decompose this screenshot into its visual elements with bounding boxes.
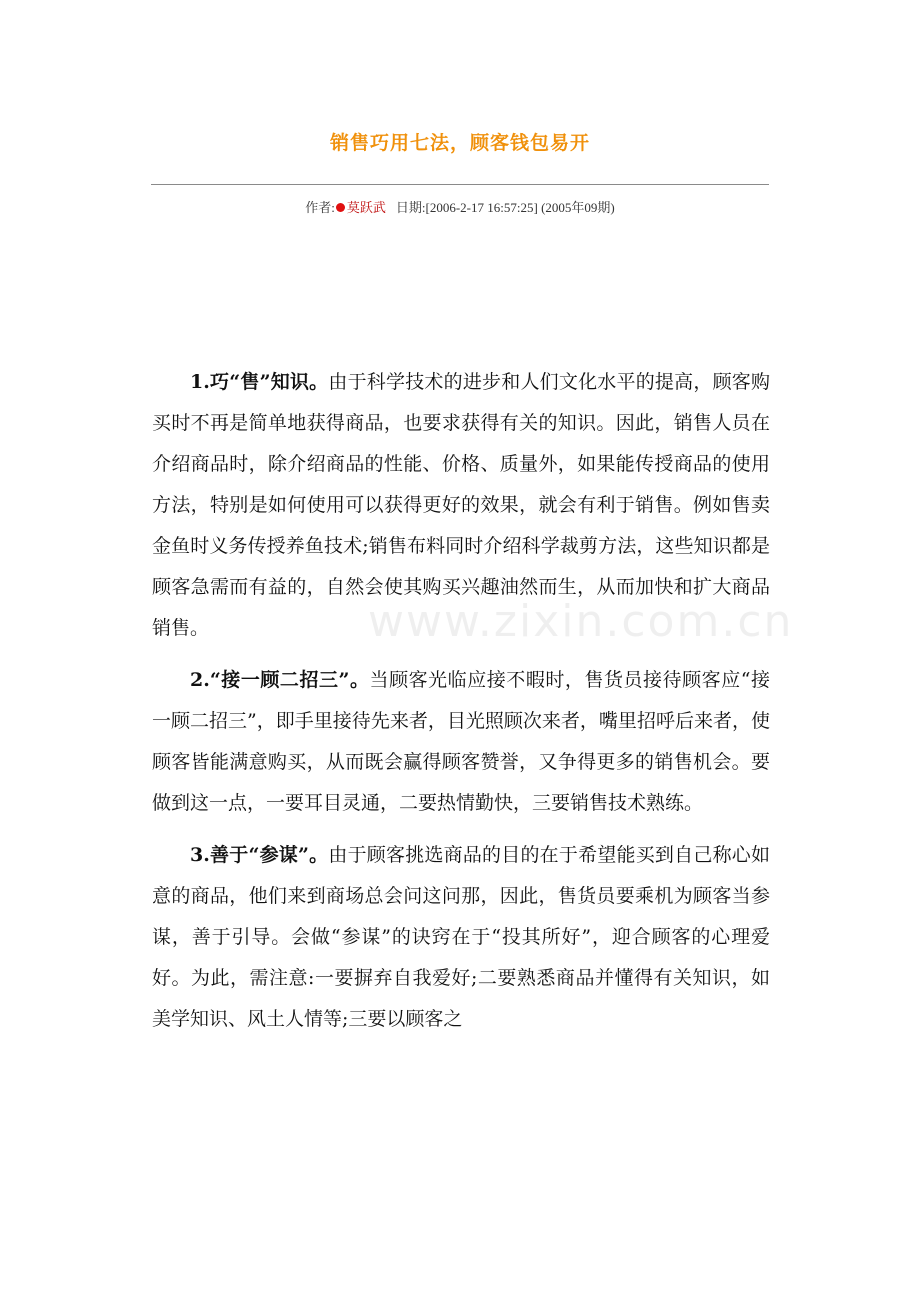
paragraph-1 [152,362,770,649]
article-title: 销售巧用七法，顾客钱包易开 [329,132,590,154]
issue-number: (2005年09期) [541,200,615,215]
author-name[interactable]: 莫跃武 [346,200,386,215]
watermark: www.zixin.com.cn [368,596,794,647]
paragraph-3 [152,835,770,1040]
publish-date: [2006-2-17 16:57:25] [425,200,538,215]
paragraph-2-lead: 2.“接一顾二招三”。 [190,669,370,691]
paragraph-2-text: 当顾客光临应接不暇时，售货员接待顾客应“接一顾二招三”，即手里接待先来者，目光照顾次来者，嘴里招呼后来者，使顾客皆能满意购买，从而既会赢得顾客赞誉，又争得更多的销售机会。要做到这一点，一要耳目灵通，二要热情勤快，三要销售技术熟练。 [152,669,770,814]
date-label: 日期: [395,200,426,215]
paragraph-1-text: 由于科学技术的进步和人们文化水平的提高，顾客购买时不再是简单地获得商品，也要求获得有关的知识。因此，销售人员在介绍商品时，除介绍商品的性能、价格、质量外，如果能传授商品的使用方法，特别是如何使用可以获得更好的效果，就会有利于销售。例如售卖金鱼时义务传授养鱼技术;销售布料同时介绍科学裁剪方法，这些知识都是顾客急需而有益的，自然会使其购买兴趣油然而生，从而加快和扩大商品销售。 [152,371,770,639]
author-label: 作者: [305,200,335,215]
paragraph-2 [152,660,770,824]
paragraph-3-lead: 3.善于“参谋”。 [190,844,329,866]
author-dot-icon [336,203,345,212]
paragraph-3-text: 由于顾客挑选商品的目的在于希望能买到自己称心如意的商品，他们来到商场总会问这问那，因此，售货员要乘机为顾客当参谋，善于引导。会做“参谋”的诀窍在于“投其所好”，迎合顾客的心理爱好。为此，需注意:一要摒弃自我爱好;二要熟悉商品并懂得有关知识，如美学知识、风土人情等;三要以顾客之 [152,844,770,1030]
article-meta [0,197,920,216]
paragraph-1-lead: 1.巧“售”知识。 [190,371,329,393]
article-body [152,362,770,1051]
title-divider [151,184,769,185]
